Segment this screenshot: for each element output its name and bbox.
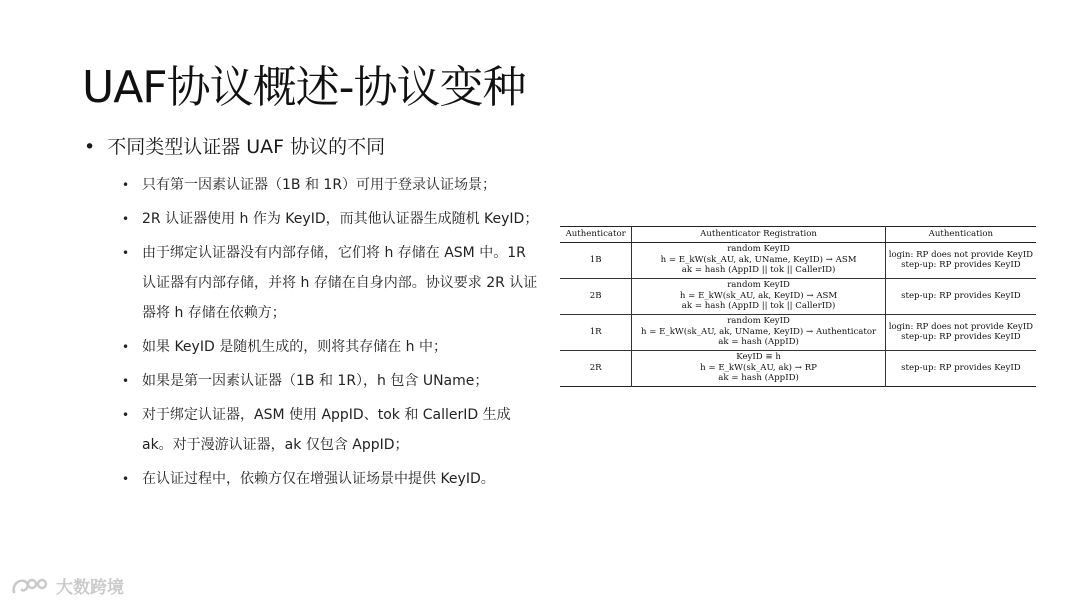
bullet-dot: • (122, 472, 130, 486)
cell-line: ak = hash (AppID || tok || CallerID) (681, 265, 836, 276)
list-item (120, 332, 540, 362)
main-bullet-text: 不同类型认证器 UAF 协议的不同 (107, 136, 386, 158)
cell-line: step-up: RP provides KeyID (901, 260, 1021, 270)
list-item (120, 204, 540, 234)
cell-authenticator: 2R (560, 350, 632, 386)
cell-line: h = E_kW(sk_AU, ak, UName, KeyID) → ASM (660, 254, 857, 265)
bullet-dot: • (122, 340, 130, 354)
cell-line: h = E_kW(sk_AU, ak, UName, KeyID) → Authenticator (640, 326, 877, 337)
column-header-registration: Authenticator Registration (632, 227, 885, 243)
bullet-dot: • (122, 374, 130, 388)
list-item (120, 366, 540, 396)
bullet-dot: • (122, 212, 130, 226)
cell-authenticator: 1B (560, 242, 632, 278)
list-item-text: 只有第一因素认证器（1B 和 1R）可用于登录认证场景； (142, 177, 497, 193)
cell-line: random KeyID (727, 280, 790, 291)
column-header-authenticator: Authenticator (560, 227, 632, 243)
list-item (120, 464, 540, 494)
cell-registration (632, 350, 885, 386)
list-item-text: 2R 认证器使用 h 作为 KeyID，而其他认证器生成随机 KeyID； (142, 211, 539, 227)
cell-line: step-up: RP provides KeyID (901, 332, 1021, 342)
slide-title: UAF协议概述-协议变种 (82, 62, 526, 113)
cell-line: h = E_kW(sk_AU, ak) → RP (700, 362, 817, 373)
cell-authenticator: 2B (560, 278, 632, 314)
list-item-text: 如果 KeyID 是随机生成的，则将其存储在 h 中； (142, 339, 447, 355)
cell-line: h = E_kW(sk_AU, ak, KeyID) → ASM (679, 290, 838, 301)
cell-line: random KeyID (727, 316, 790, 327)
bullet-dot: • (84, 136, 96, 158)
cell-authentication (885, 242, 1036, 278)
cell-line: KeyID ≡ h (736, 352, 781, 363)
main-bullet (84, 134, 385, 160)
list-item (120, 400, 540, 460)
cell-registration (632, 278, 885, 314)
bullet-dot: • (122, 246, 130, 260)
cell-authentication (885, 350, 1036, 386)
authenticator-table (560, 226, 1036, 387)
authenticator-table-figure (560, 226, 1036, 387)
cell-registration (632, 314, 885, 350)
list-item-text: 在认证过程中，依赖方仅在增强认证场景中提供 KeyID。 (142, 471, 495, 487)
cell-line: step-up: RP provides KeyID (901, 290, 1021, 301)
cell-line: ak = hash (AppID) (718, 337, 799, 348)
list-item (120, 238, 540, 328)
list-item (120, 170, 540, 200)
cell-authentication (885, 314, 1036, 350)
cell-authenticator: 1R (560, 314, 632, 350)
bullet-dot: • (122, 408, 130, 422)
watermark-text: 大数跨境 (56, 578, 124, 598)
table-row (560, 350, 1036, 386)
list-item-text: 对于绑定认证器，ASM 使用 AppID、tok 和 CallerID 生成 ak。对于漫游认证器，ak 仅包含 AppID； (142, 407, 511, 453)
table-row (560, 314, 1036, 350)
logo-swirl-icon (10, 574, 50, 598)
cell-authentication (885, 278, 1036, 314)
cell-line: login: RP does not provide KeyID (888, 249, 1033, 260)
cell-line: ak = hash (AppID) (718, 373, 799, 384)
list-item-text: 由于绑定认证器没有内部存储，它们将 h 存储在 ASM 中。1R 认证器有内部存储，并将 h 存储在自身内部。协议要求 2R 认证器将 h 存储在依赖方； (142, 245, 538, 321)
cell-line: ak = hash (AppID || tok || CallerID) (681, 301, 836, 312)
cell-registration (632, 242, 885, 278)
cell-line: step-up: RP provides KeyID (901, 362, 1021, 373)
cell-line: random KeyID (727, 244, 790, 255)
table-row (560, 278, 1036, 314)
cell-line: login: RP does not provide KeyID (888, 321, 1033, 332)
table-row (560, 242, 1036, 278)
sub-bullet-list (120, 170, 540, 498)
list-item-text: 如果是第一因素认证器（1B 和 1R），h 包含 UName； (142, 373, 489, 389)
watermark (10, 573, 124, 598)
bullet-dot: • (122, 178, 130, 192)
column-header-authentication: Authentication (885, 227, 1036, 243)
table-header-row (560, 227, 1036, 243)
